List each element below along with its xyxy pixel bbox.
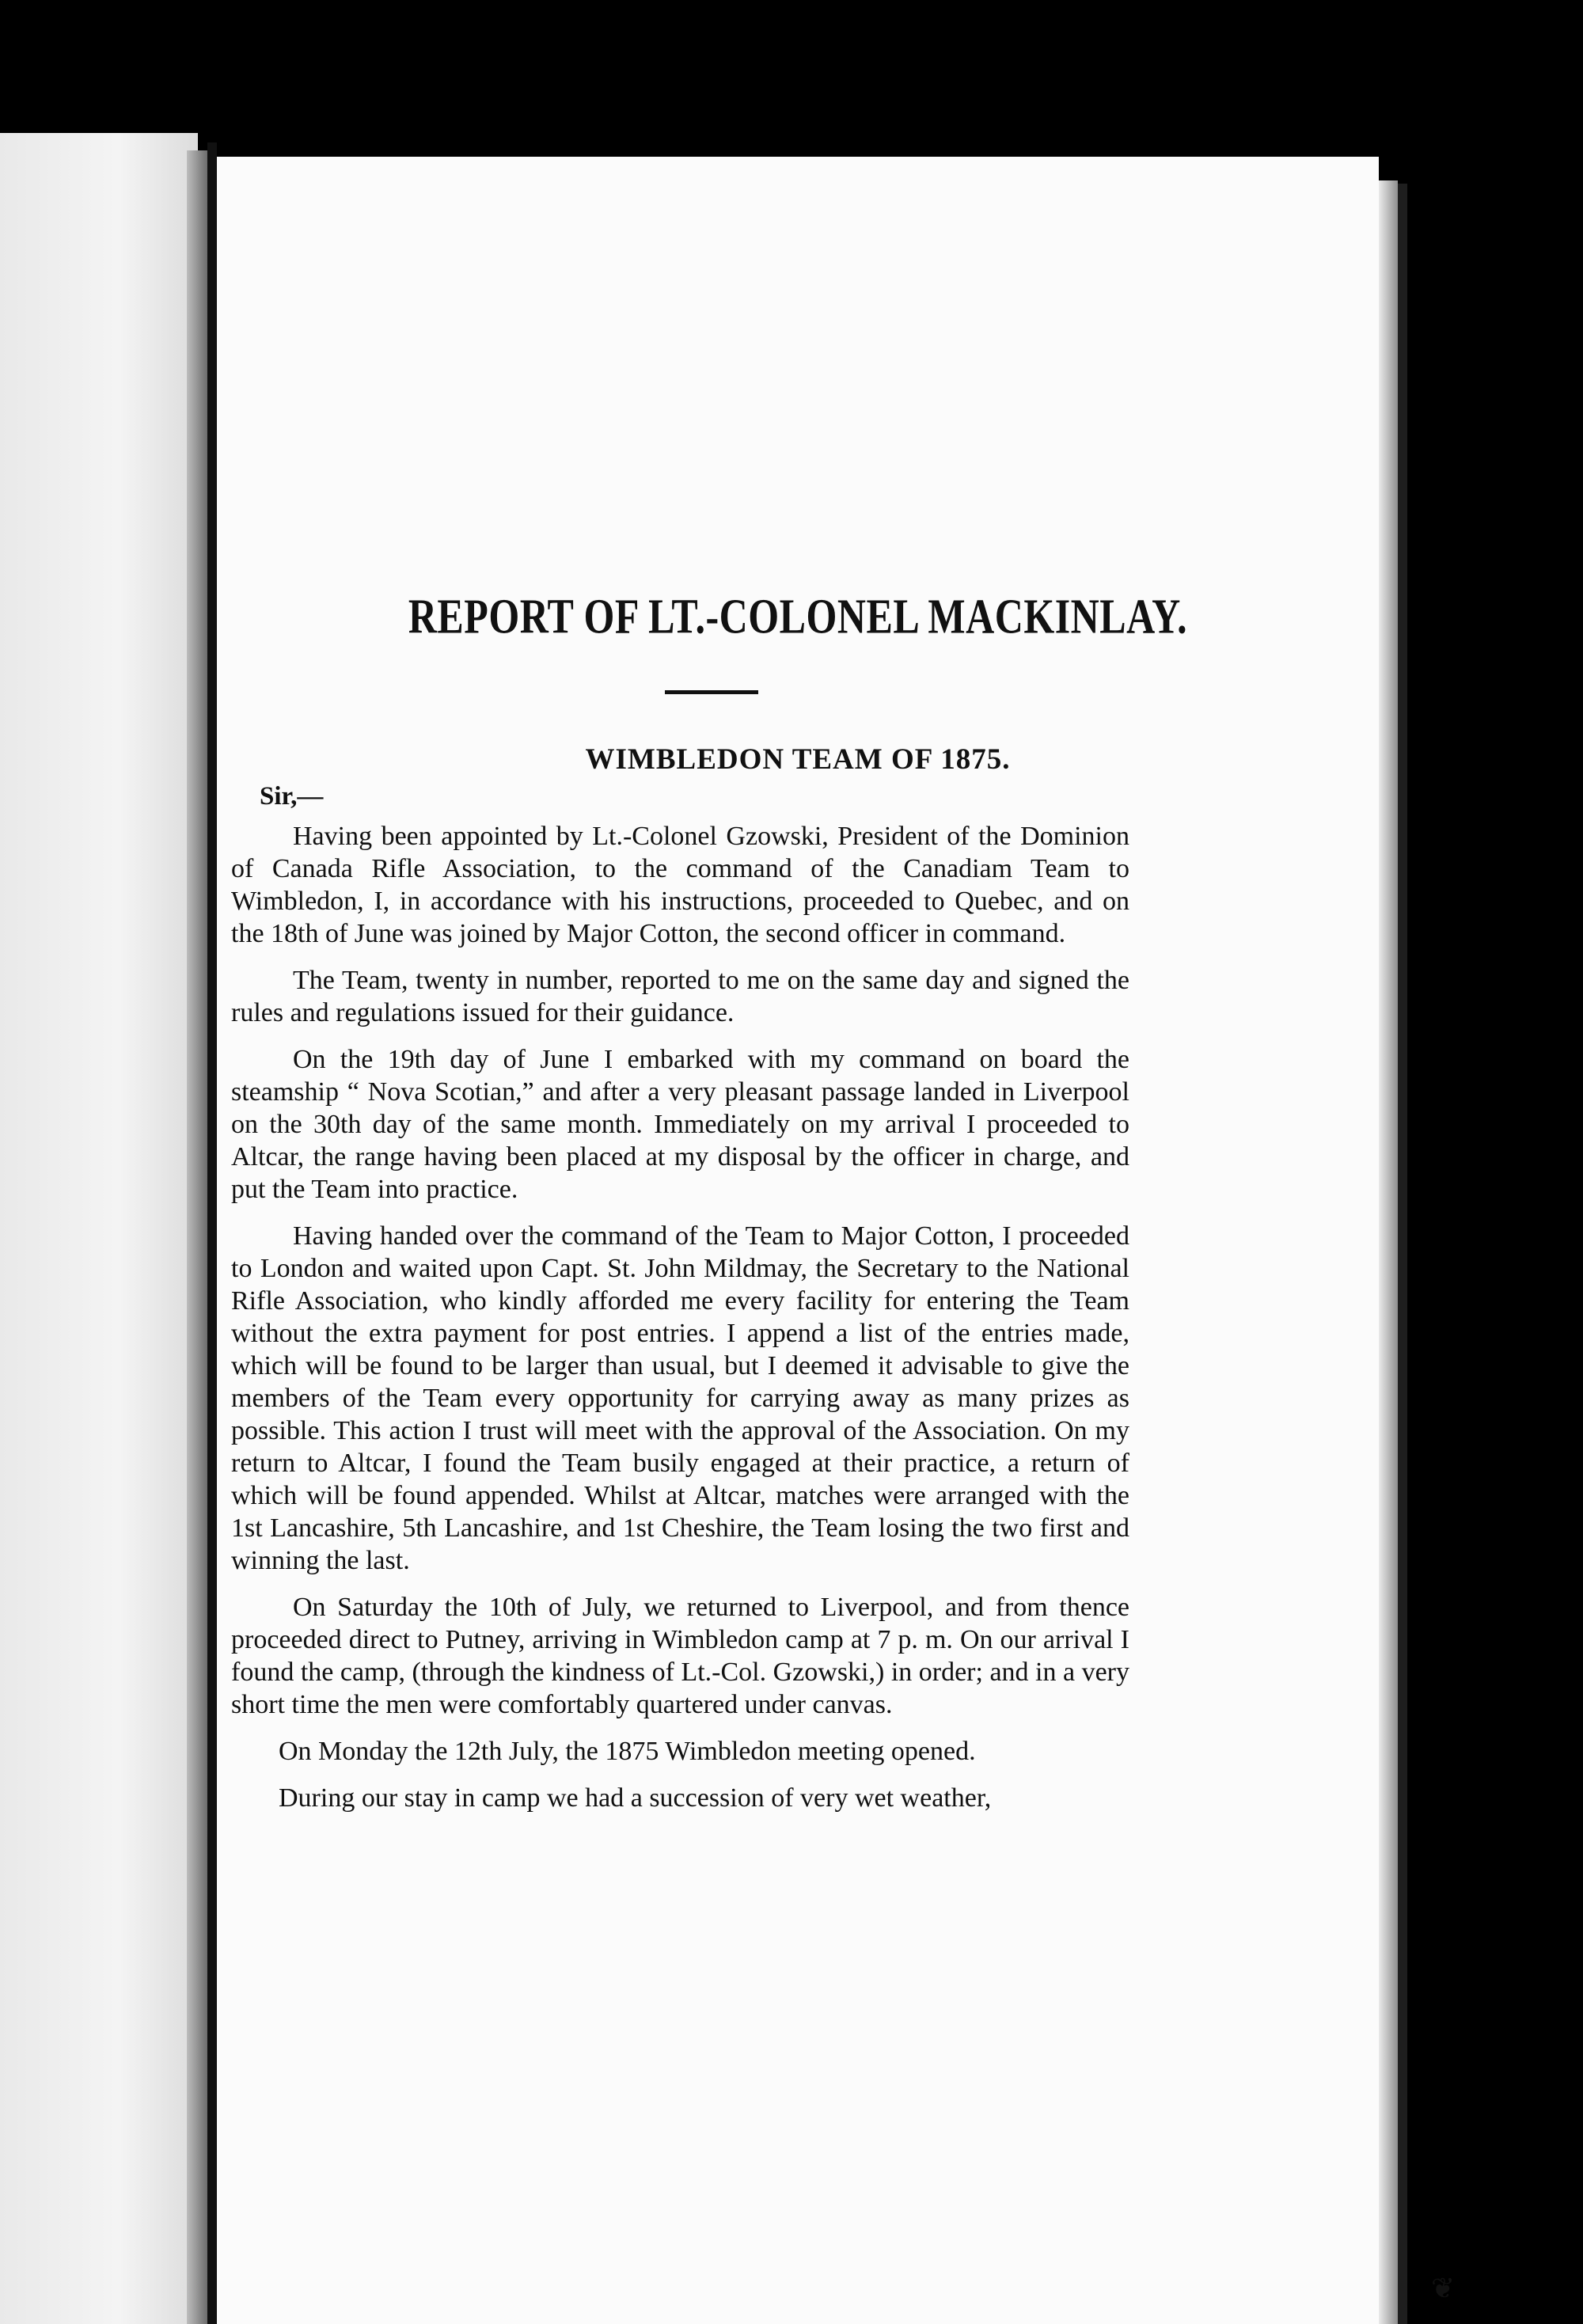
facing-page-edge: [187, 150, 207, 2324]
paragraph: The Team, twenty in number, reported to me on the same day and signed the rules and regulations issued for their guidance.: [231, 966, 1129, 1027]
paragraph: On Monday the 12th July, the 1875 Wimbledon meeting opened.: [279, 1737, 976, 1766]
page-edge-dark: [1398, 184, 1407, 2324]
facing-page: [0, 133, 198, 2324]
paragraph: On Saturday the 10th of July, we returned to Liverpool, and from thence proceeded direct to Putney, arriving in Wimbledon camp at 7 p. m. On our arrival I found the camp, (through the kindness of Lt.-Col. Gzowski,) in order; and in a very short time the men were comfortably quartered under canvas.: [231, 1593, 1129, 1719]
paragraph: During our stay in camp we had a succession of very wet weather,: [279, 1783, 992, 1813]
page-edge-shadow: [1377, 180, 1398, 2324]
salutation: Sir,—: [260, 782, 324, 811]
report-title: REPORT OF LT.-COLONEL MACKINLAY.: [408, 588, 1188, 644]
book-gutter: [207, 142, 217, 2324]
report-body: [231, 820, 1129, 1828]
paragraph: Having handed over the command of the Team to Major Cotton, I proceeded to London and waited upon Capt. St. John Mildmay, the Secretary to the National Rifle Association, who kindly afforded me every facility for entering the Team without the extra payment for post entries. I append a list of the entries made, which will be found to be larger than usual, but I deemed it advisable to give the members of the Team every opportunity for carrying away as many prizes as possible. This action I trust will meet with the approval of the Association. On my return to Altcar, I found the Team busily engaged at their practice, a return of which will be found appended. Whilst at Altcar, matches were arranged with the 1st Lancashire, 5th Lancashire, and 1st Cheshire, the Team losing the two first and winning the last.: [231, 1221, 1129, 1575]
ink-blot-mark: ❦: [1431, 2273, 1456, 2304]
paragraph: On the 19th day of June I embarked with my command on board the steamship “ Nova Scotian,” and after a very pleasant passage landed in Liverpool on the 30th day of the same month. Immediately on my arrival I proceeded to Altcar, the range having been placed at my disposal by the officer in charge, and put the Team into practice.: [231, 1045, 1129, 1204]
report-subtitle: WIMBLEDON TEAM OF 1875.: [585, 743, 1011, 776]
document-page: [217, 157, 1456, 2324]
paragraph: Having been appointed by Lt.-Colonel Gzowski, President of the Dominion of Canada Rifle Association, to the command of the Canadiam Team to Wimbledon, I, in accordance with his instructions, proceeded to Quebec, and on the 18th of June was joined by Major Cotton, the second officer in command.: [231, 822, 1129, 948]
title-divider: [665, 690, 758, 694]
